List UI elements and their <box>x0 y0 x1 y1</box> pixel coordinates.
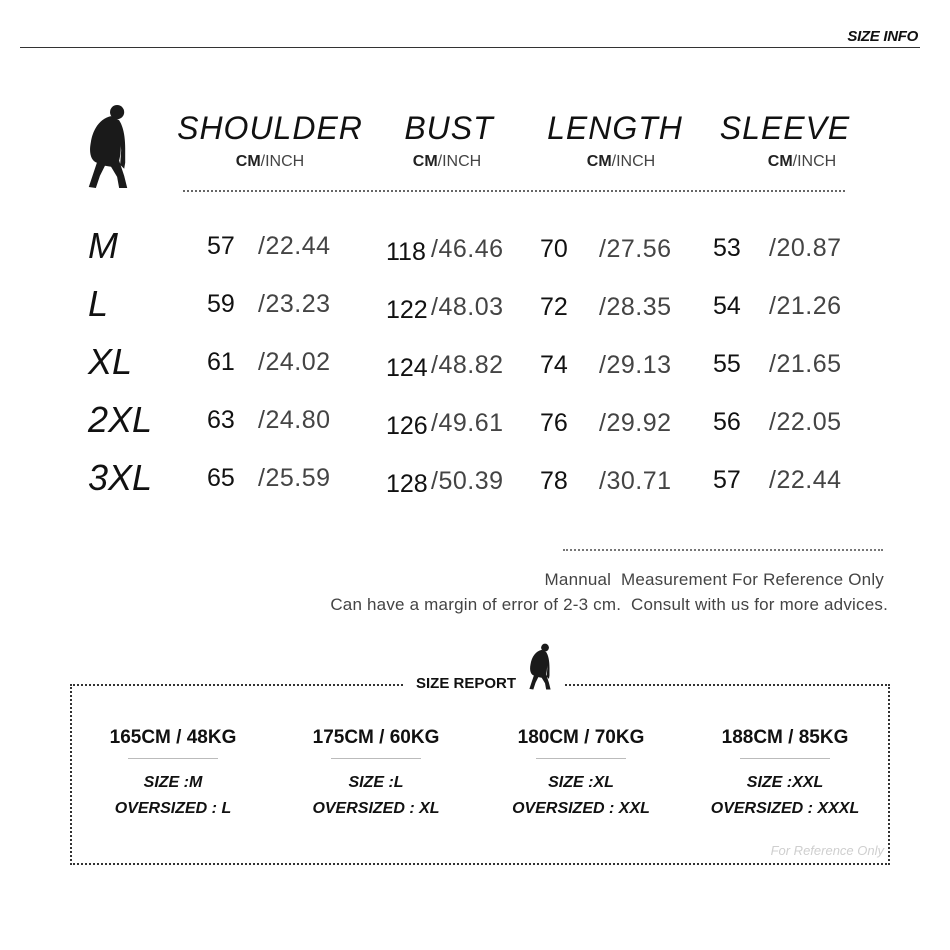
bust-cm-value: 118 <box>386 238 426 266</box>
size-report-item <box>73 722 273 819</box>
size-label: XL <box>88 341 133 382</box>
unit-inch: /INCH <box>792 153 837 170</box>
recommended-size: SIZE :L <box>348 774 404 791</box>
size-label: 2XL <box>88 399 153 440</box>
sleeve-inch-value: /22.44 <box>769 466 842 494</box>
height-weight: 180CM / 70KG <box>517 727 645 748</box>
length-inch-value: /28.35 <box>599 293 672 321</box>
shoulder-inch-value: /23.23 <box>258 290 331 318</box>
length-cm-value: 70 <box>540 235 568 263</box>
shoulder-cm-value: 65 <box>207 464 235 492</box>
size-report-item <box>685 722 885 819</box>
size-label: M <box>88 225 118 266</box>
shoulder-inch-value: /25.59 <box>258 464 331 492</box>
size-row-3xl <box>0 456 950 500</box>
column-unit-sleeve <box>722 152 882 172</box>
unit-inch: /INCH <box>260 153 305 170</box>
bust-inch-value: /49.61 <box>431 409 504 437</box>
unit-cm: CM <box>586 153 612 170</box>
note-dotted-divider <box>563 549 883 551</box>
figure-silhouette-icon <box>86 102 130 189</box>
unit-inch: /INCH <box>437 153 482 170</box>
page-title: SIZE INFO <box>847 28 918 45</box>
sleeve-inch-value: /20.87 <box>769 234 842 262</box>
bust-inch-value: /48.03 <box>431 293 504 321</box>
column-header-length: LENGTH <box>547 110 683 146</box>
size-report-title: SIZE REPORT <box>410 674 522 694</box>
height-weight-underline <box>128 758 218 759</box>
height-weight-underline <box>536 758 626 759</box>
sleeve-inch-value: /22.05 <box>769 408 842 436</box>
bust-inch-value: /46.46 <box>431 235 504 263</box>
recommended-size: SIZE :XL <box>548 774 614 791</box>
oversized-size: OVERSIZED : XXXL <box>710 800 860 817</box>
unit-cm: CM <box>767 153 793 170</box>
shoulder-cm-value: 63 <box>207 406 235 434</box>
length-cm-value: 74 <box>540 351 568 379</box>
oversized-size: OVERSIZED : L <box>114 800 232 817</box>
column-header-sleeve: SLEEVE <box>719 110 851 146</box>
column-unit-shoulder <box>190 152 350 172</box>
height-weight: 175CM / 60KG <box>312 727 440 748</box>
height-weight: 165CM / 48KG <box>109 727 237 748</box>
size-report-item <box>276 722 476 819</box>
sleeve-cm-value: 55 <box>713 350 741 378</box>
bust-cm-value: 128 <box>386 470 428 498</box>
size-row-l <box>0 282 950 326</box>
sleeve-cm-value: 54 <box>713 292 741 320</box>
length-inch-value: /29.92 <box>599 409 672 437</box>
size-label: L <box>88 283 109 324</box>
size-row-m <box>0 224 950 268</box>
unit-cm: CM <box>412 153 438 170</box>
size-row-xl <box>0 340 950 384</box>
margin-of-error-note: Can have a margin of error of 2-3 cm. Consult with us for more advices. <box>330 595 888 614</box>
column-header-bust: BUST <box>404 110 494 146</box>
sleeve-cm-value: 57 <box>713 466 741 494</box>
height-weight-underline <box>740 758 830 759</box>
measurement-note: Mannual Measurement For Reference Only <box>544 570 884 589</box>
length-inch-value: /30.71 <box>599 467 672 495</box>
length-inch-value: /27.56 <box>599 235 672 263</box>
height-weight-underline <box>331 758 421 759</box>
sleeve-inch-value: /21.26 <box>769 292 842 320</box>
shoulder-cm-value: 57 <box>207 232 235 260</box>
length-cm-value: 76 <box>540 409 568 437</box>
shoulder-cm-value: 61 <box>207 348 235 376</box>
height-weight: 188CM / 85KG <box>721 727 849 748</box>
reference-footnote: For Reference Only <box>770 843 884 858</box>
size-row-2xl <box>0 398 950 442</box>
shoulder-cm-value: 59 <box>207 290 235 318</box>
column-header-shoulder: SHOULDER <box>177 110 363 146</box>
header-dotted-divider <box>183 190 845 192</box>
oversized-size: OVERSIZED : XL <box>312 800 440 817</box>
bust-cm-value: 126 <box>386 412 428 440</box>
bust-inch-value: /48.82 <box>431 351 504 379</box>
recommended-size: SIZE :M <box>143 774 203 791</box>
length-cm-value: 72 <box>540 293 568 321</box>
shoulder-inch-value: /24.02 <box>258 348 331 376</box>
length-inch-value: /29.13 <box>599 351 672 379</box>
recommended-size: SIZE :XXL <box>746 774 824 791</box>
shoulder-inch-value: /22.44 <box>258 232 331 260</box>
oversized-size: OVERSIZED : XXL <box>512 800 650 817</box>
bust-inch-value: /50.39 <box>431 467 504 495</box>
size-label: 3XL <box>88 457 153 498</box>
figure-silhouette-icon <box>528 642 552 690</box>
unit-cm: CM <box>235 153 261 170</box>
column-unit-length <box>541 152 701 172</box>
unit-inch: /INCH <box>611 153 656 170</box>
bust-cm-value: 124 <box>386 354 428 382</box>
size-report-item <box>481 722 681 819</box>
column-unit-bust <box>367 152 527 172</box>
sleeve-inch-value: /21.65 <box>769 350 842 378</box>
header-divider <box>20 47 920 48</box>
sleeve-cm-value: 56 <box>713 408 741 436</box>
length-cm-value: 78 <box>540 467 568 495</box>
sleeve-cm-value: 53 <box>713 234 741 262</box>
shoulder-inch-value: /24.80 <box>258 406 331 434</box>
bust-cm-value: 122 <box>386 296 428 324</box>
